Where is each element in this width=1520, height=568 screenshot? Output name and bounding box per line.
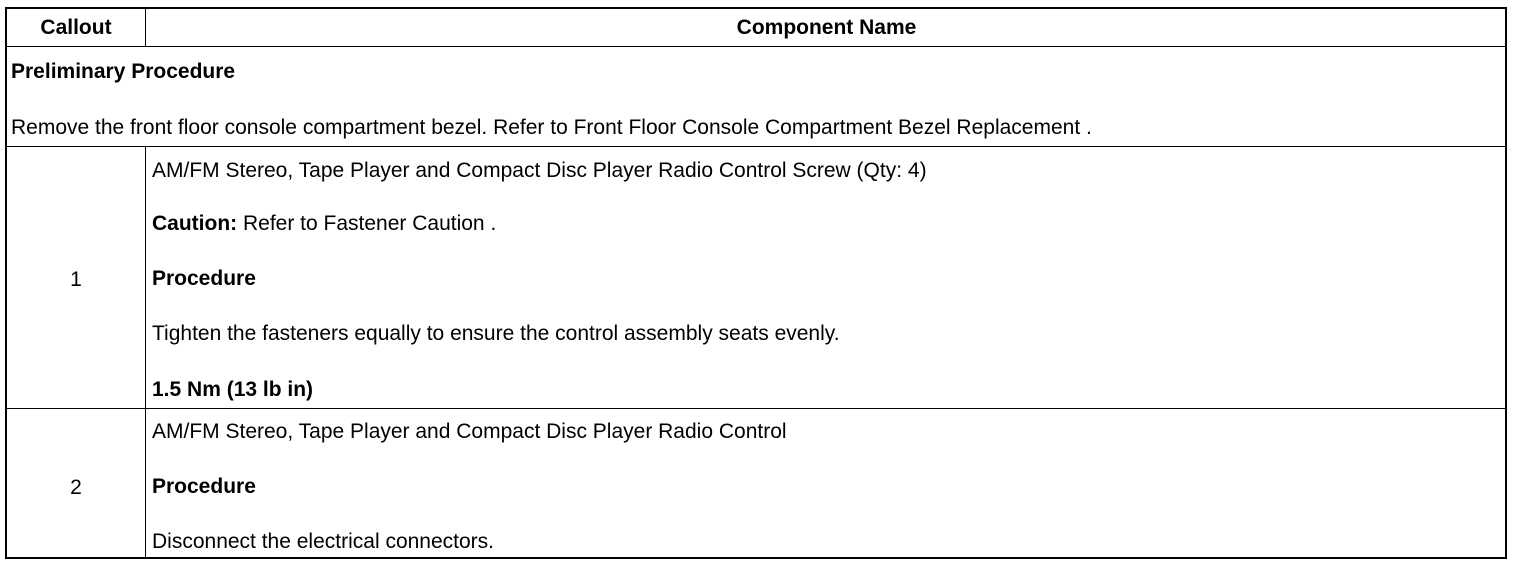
header-bottom-rule [7,46,1505,47]
row-2-procedure-heading: Procedure [152,475,256,498]
preliminary-heading: Preliminary Procedure [11,60,236,83]
row-1-bottom-rule [7,408,1505,409]
row-1-torque-spec: 1.5 Nm (13 lb in) [152,378,314,401]
component-table [5,7,1507,559]
row-1-procedure-text: Tighten the fasteners equally to ensure the control assembly seats evenly. [152,322,840,345]
row-2-procedure-text: Disconnect the electrical connectors. [152,530,494,553]
header-component-name: Component Name [736,16,917,39]
column-divider-rows [145,146,146,559]
row-1-component-name: AM/FM Stereo, Tape Player and Compact Disc Player Radio Control Screw (Qty: 4) [152,159,927,182]
preliminary-text: Remove the front floor console compartment bezel. Refer to Front Floor Console Compartment Bezel Replacement . [11,116,1092,139]
row-1-callout: 1 [70,268,82,291]
caution-label: Caution: [152,212,238,235]
header-callout: Callout [40,16,112,39]
row-2-component-name: AM/FM Stereo, Tape Player and Compact Disc Player Radio Control [152,420,787,443]
row-2-callout: 2 [70,476,82,499]
preliminary-bottom-rule [7,146,1505,147]
row-1-procedure-heading: Procedure [152,267,256,290]
row-1-caution [152,212,496,236]
caution-text: Refer to Fastener Caution . [237,212,497,235]
